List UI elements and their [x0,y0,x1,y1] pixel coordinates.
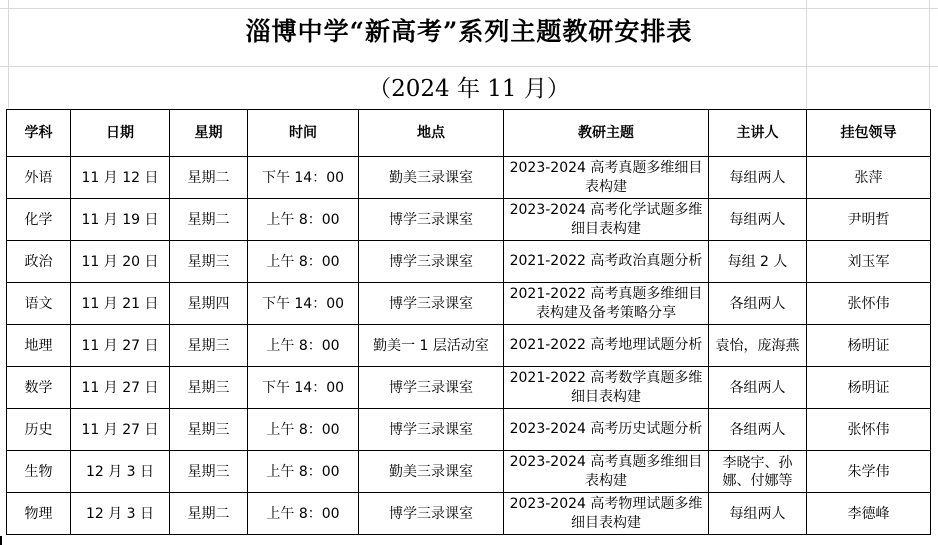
cell-speaker: 各组两人 [709,409,807,451]
cell-topic: 2021-2022 高考政治真题分析 [504,241,709,283]
cell-speaker: 每组两人 [709,157,807,199]
cell-topic: 2023-2024 高考真题多维细目表构建 [504,451,709,493]
cell-subject: 生物 [7,451,71,493]
cell-leader: 杨明证 [807,367,931,409]
cell-date: 11 月 27 日 [71,409,170,451]
cell-leader: 李德峰 [807,493,931,535]
cell-leader: 张萍 [807,157,931,199]
cell-speaker: 每组 2 人 [709,241,807,283]
cell-subject: 化学 [7,199,71,241]
cell-time: 上午 8：00 [248,409,359,451]
cell-date: 11 月 20 日 [71,241,170,283]
cell-weekday: 星期三 [170,367,248,409]
cell-location: 博学三录课室 [359,493,504,535]
cell-time: 上午 8：00 [248,451,359,493]
table-row [7,325,931,367]
table-row [7,451,931,493]
header-date: 日期 [71,110,170,157]
margin-mark [0,536,2,545]
cell-topic: 2023-2024 高考化学试题多维细目表构建 [504,199,709,241]
page-title: 淄博中学“新高考”系列主题教研安排表 [245,17,693,46]
cell-weekday: 星期二 [170,199,248,241]
cell-leader: 朱学伟 [807,451,931,493]
cell-location: 勤美三录课室 [359,451,504,493]
table-row [7,493,931,535]
table-row [7,283,931,325]
cell-location: 博学三录课室 [359,241,504,283]
cell-date: 11 月 19 日 [71,199,170,241]
cell-speaker: 袁怡，庞海燕 [709,325,807,367]
cell-leader: 尹明哲 [807,199,931,241]
cell-date: 12 月 3 日 [71,493,170,535]
schedule-table [6,109,931,535]
cell-date: 11 月 12 日 [71,157,170,199]
header-weekday: 星期 [170,110,248,157]
cell-topic: 2021-2022 高考地理试题分析 [504,325,709,367]
cell-subject: 外语 [7,157,71,199]
cell-location: 勤美三录课室 [359,157,504,199]
cell-weekday: 星期二 [170,157,248,199]
cell-time: 下午 14：00 [248,367,359,409]
cell-weekday: 星期三 [170,241,248,283]
table-header-row [7,110,931,157]
header-subject: 学科 [7,110,71,157]
cell-date: 11 月 27 日 [71,367,170,409]
cell-speaker: 李晓宇、孙娜、付娜等 [709,451,807,493]
cell-topic: 2021-2022 高考数学真题多维细目表构建 [504,367,709,409]
cell-speaker: 各组两人 [709,283,807,325]
cell-leader: 张怀伟 [807,409,931,451]
cell-time: 上午 8：00 [248,325,359,367]
cell-location: 博学三录课室 [359,199,504,241]
cell-weekday: 星期二 [170,493,248,535]
cell-topic: 2023-2024 高考真题多维细目表构建 [504,157,709,199]
cell-weekday: 星期三 [170,451,248,493]
header-speaker: 主讲人 [709,110,807,157]
cell-weekday: 星期三 [170,325,248,367]
cell-topic: 2023-2024 高考物理试题多维细目表构建 [504,493,709,535]
cell-time: 下午 14：00 [248,283,359,325]
cell-leader: 刘玉军 [807,241,931,283]
cell-subject: 政治 [7,241,71,283]
header-topic: 教研主题 [504,110,709,157]
cell-location: 博学三录课室 [359,409,504,451]
cell-location: 博学三录课室 [359,367,504,409]
cell-weekday: 星期三 [170,409,248,451]
cell-time: 下午 14：00 [248,157,359,199]
cell-location: 勤美一 1 层活动室 [359,325,504,367]
cell-subject: 语文 [7,283,71,325]
cell-leader: 张怀伟 [807,283,931,325]
page-subtitle: （2024 年 11 月） [368,76,570,102]
cell-time: 上午 8：00 [248,199,359,241]
cell-weekday: 星期四 [170,283,248,325]
table-row [7,367,931,409]
cell-topic: 2021-2022 高考真题多维细目表构建及备考策略分享 [504,283,709,325]
cell-subject: 历史 [7,409,71,451]
table-row [7,241,931,283]
cell-subject: 物理 [7,493,71,535]
header-time: 时间 [248,110,359,157]
table-row [7,157,931,199]
grid-line [0,66,938,67]
table-row [7,409,931,451]
table-row [7,199,931,241]
header-leader: 挂包领导 [807,110,931,157]
cell-time: 上午 8：00 [248,241,359,283]
cell-date: 11 月 27 日 [71,325,170,367]
cell-time: 上午 8：00 [248,493,359,535]
cell-date: 12 月 3 日 [71,451,170,493]
cell-speaker: 各组两人 [709,367,807,409]
cell-subject: 地理 [7,325,71,367]
cell-speaker: 每组两人 [709,199,807,241]
cell-location: 博学三录课室 [359,283,504,325]
grid-line [0,8,938,9]
cell-speaker: 每组两人 [709,493,807,535]
cell-subject: 数学 [7,367,71,409]
cell-topic: 2023-2024 高考历史试题分析 [504,409,709,451]
header-location: 地点 [359,110,504,157]
cell-leader: 杨明证 [807,325,931,367]
cell-date: 11 月 21 日 [71,283,170,325]
